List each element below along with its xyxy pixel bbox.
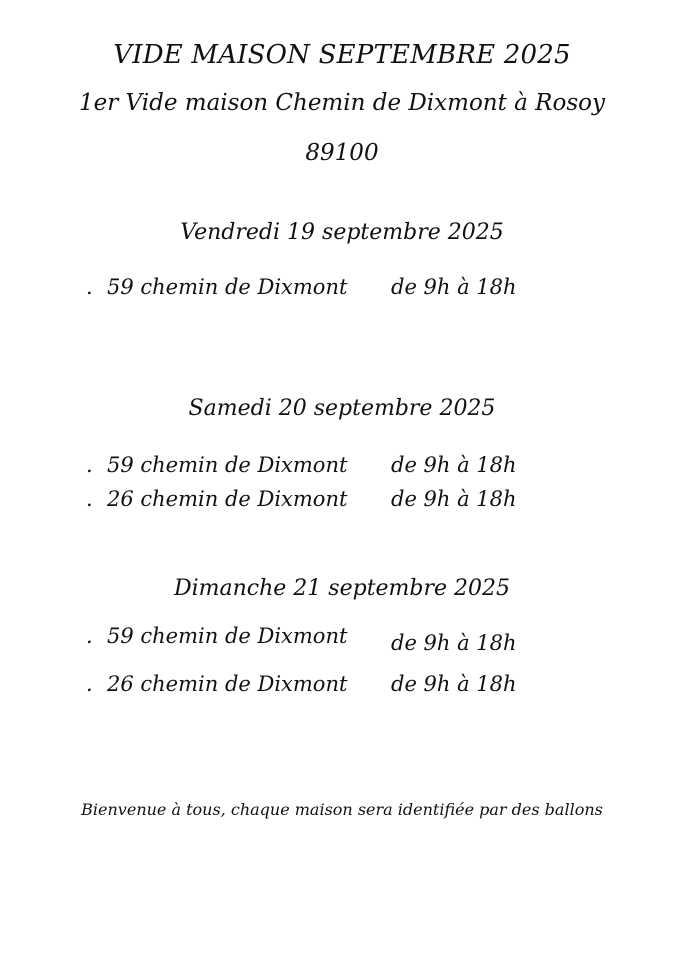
bullet: .	[86, 275, 93, 299]
postal-code: 89100	[305, 140, 379, 166]
address: 59 chemin de Dixmont	[107, 453, 348, 477]
hours: de 9h à 18h	[391, 672, 517, 696]
schedule-row	[0, 624, 684, 654]
hours: de 9h à 18h	[391, 275, 517, 299]
document-subtitle: 1er Vide maison Chemin de Dixmont à Rosoy	[79, 90, 605, 116]
day-heading-friday: Vendredi 19 septembre 2025	[180, 220, 504, 245]
schedule-row	[0, 275, 684, 305]
bullet: .	[86, 487, 93, 511]
address: 26 chemin de Dixmont	[107, 487, 348, 511]
hours: de 9h à 18h	[391, 453, 517, 477]
hours: de 9h à 18h	[391, 631, 517, 655]
footer-note: Bienvenue à tous, chaque maison sera identifiée par des ballons	[81, 800, 603, 819]
day-heading-sunday: Dimanche 21 septembre 2025	[173, 576, 511, 601]
bullet: .	[86, 624, 93, 648]
schedule-row	[0, 453, 684, 483]
address: 26 chemin de Dixmont	[107, 672, 348, 696]
schedule-row	[0, 672, 684, 702]
bullet: .	[86, 453, 93, 477]
day-heading-saturday: Samedi 20 septembre 2025	[188, 396, 496, 421]
address: 59 chemin de Dixmont	[107, 275, 348, 299]
hours: de 9h à 18h	[391, 487, 517, 511]
schedule-row	[0, 487, 684, 517]
document-title: VIDE MAISON SEPTEMBRE 2025	[113, 40, 571, 70]
address: 59 chemin de Dixmont	[107, 624, 348, 648]
bullet: .	[86, 672, 93, 696]
